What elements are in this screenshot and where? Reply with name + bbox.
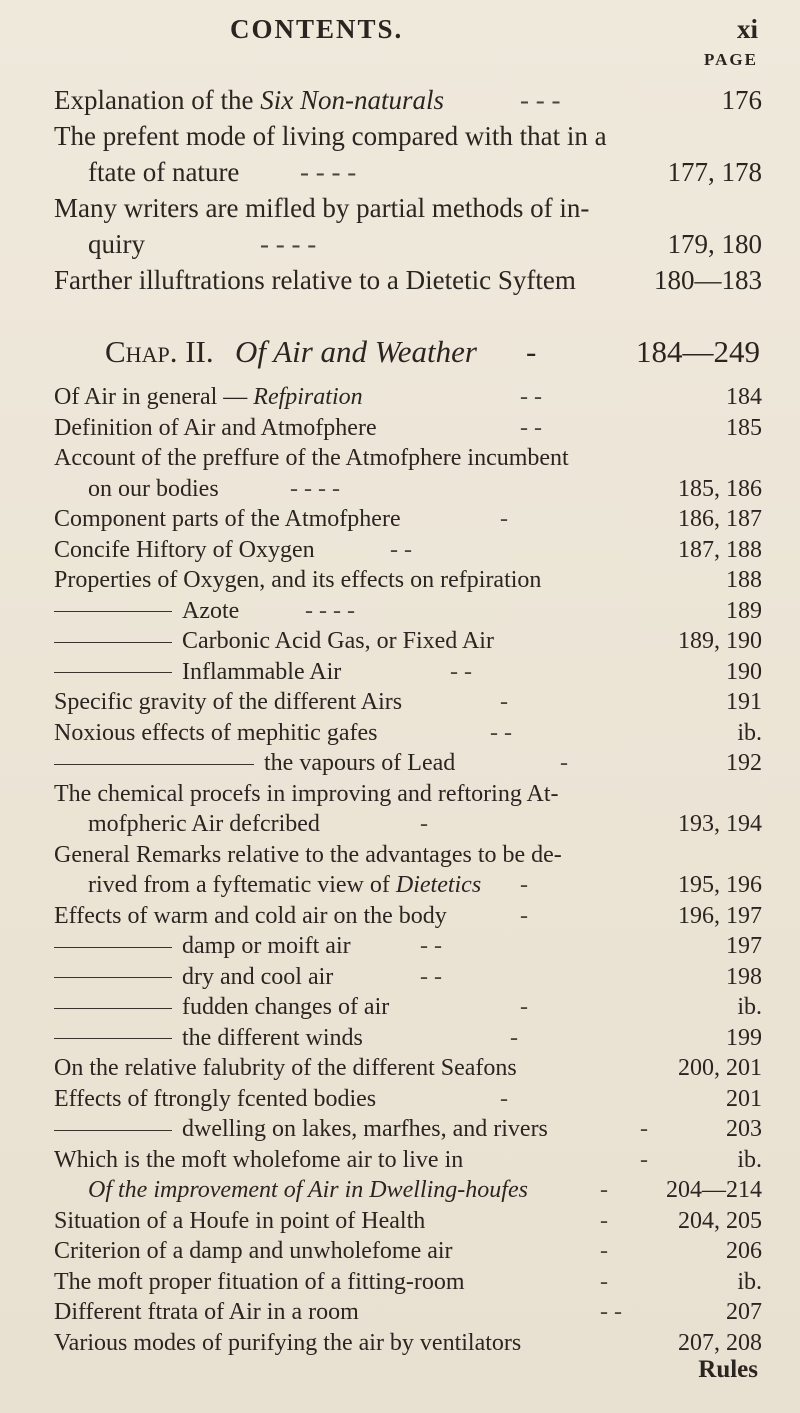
contents-entry: Many writers are mifled by partial methods of in- xyxy=(54,193,590,223)
contents-entry: dwelling on lakes, marfhes, and rivers - 203 xyxy=(0,1114,800,1145)
contents-entry: rived from a fyftematic view of Dietetics - 195, 196 xyxy=(88,872,762,898)
contents-entry: on our bodies - - - - 185, 186 xyxy=(88,475,762,502)
contents-entry: Noxious effects of mephitic gafes - - ib. xyxy=(54,719,762,746)
contents-entry: Inflammable Air - - 190 xyxy=(0,657,800,688)
chapter-pages: 184—249 xyxy=(636,334,760,369)
contents-entry: Of the improvement of Air in Dwelling-houfes - 204—214 xyxy=(88,1177,762,1203)
contents-entry: Concife Hiftory of Oxygen - - 187, 188 xyxy=(54,536,762,563)
contents-entry: General Remarks relative to the advantages to be de- xyxy=(54,841,562,868)
contents-entry: Properties of Oxygen, and its effects on refpiration 188 xyxy=(54,567,762,593)
contents-entry: Effects of ftrongly fcented bodies - 201 xyxy=(54,1085,762,1112)
running-header xyxy=(0,14,800,54)
contents-entry: Specific gravity of the different Airs - 191 xyxy=(54,689,762,715)
contents-entry: Carbonic Acid Gas, or Fixed Air 189, 190 xyxy=(0,626,800,657)
contents-entry: Farther illuftrations relative to a Dietetic Syftem 180—183 xyxy=(54,265,762,295)
contents-entry: dry and cool air - - 198 xyxy=(0,962,800,993)
contents-entry: Component parts of the Atmofphere - 186, 187 xyxy=(54,506,762,532)
contents-entry: Which is the moft wholefome air to live in - ib. xyxy=(54,1146,762,1173)
contents-entry: The chemical procefs in improving and reftoring At- xyxy=(54,780,559,807)
contents-entry: Account of the preffure of the Atmofphere incumbent xyxy=(54,445,569,471)
contents-entry: the vapours of Lead - 192 xyxy=(0,748,800,779)
contents-entry: Explanation of the Six Non-naturals - - - 176 xyxy=(54,85,762,115)
contents-entry: Definition of Air and Atmofphere - - 185 xyxy=(54,414,762,441)
catchword: Rules xyxy=(698,1356,758,1383)
chapter-label: Chap. II. xyxy=(105,334,214,369)
contents-entry: quiry - - - - 179, 180 xyxy=(88,229,762,259)
page-title: CONTENTS. xyxy=(230,14,404,44)
contents-entry: Azote - - - - 189 xyxy=(0,596,800,627)
contents-entry: Of Air in general — Refpiration - - 184 xyxy=(54,384,762,410)
contents-entry: mofpheric Air defcribed - 193, 194 xyxy=(88,811,762,837)
contents-entry: damp or moift air - - 197 xyxy=(0,931,800,962)
contents-entry: Different ftrata of Air in a room - - 207 xyxy=(54,1299,762,1325)
contents-entry: Effects of warm and cold air on the body - 196, 197 xyxy=(54,902,762,929)
chapter-name: Of Air and Weather xyxy=(235,334,477,369)
contents-entry: The prefent mode of living compared with that in a xyxy=(54,121,607,151)
contents-entry: On the relative falubrity of the different Seafons 200, 201 xyxy=(54,1055,762,1081)
contents-entry: fudden changes of air - ib. xyxy=(0,992,800,1023)
contents-entry: ftate of nature - - - - 177, 178 xyxy=(88,157,762,187)
page-folio: xi xyxy=(736,14,758,44)
contents-entry: Criterion of a damp and unwholefome air - 206 xyxy=(54,1238,762,1264)
contents-entry: the different winds - 199 xyxy=(0,1023,800,1054)
chapter-heading: Chap. II. Of Air and Weather - 184—249 xyxy=(0,330,800,374)
contents-entry: Various modes of purifying the air by ventilators 207, 208 xyxy=(54,1329,762,1356)
contents-entry: The moft proper fituation of a fitting-room - ib. xyxy=(54,1268,762,1295)
page-column-head: PAGE xyxy=(704,50,758,69)
contents-entry: Situation of a Houfe in point of Health - 204, 205 xyxy=(54,1207,762,1234)
